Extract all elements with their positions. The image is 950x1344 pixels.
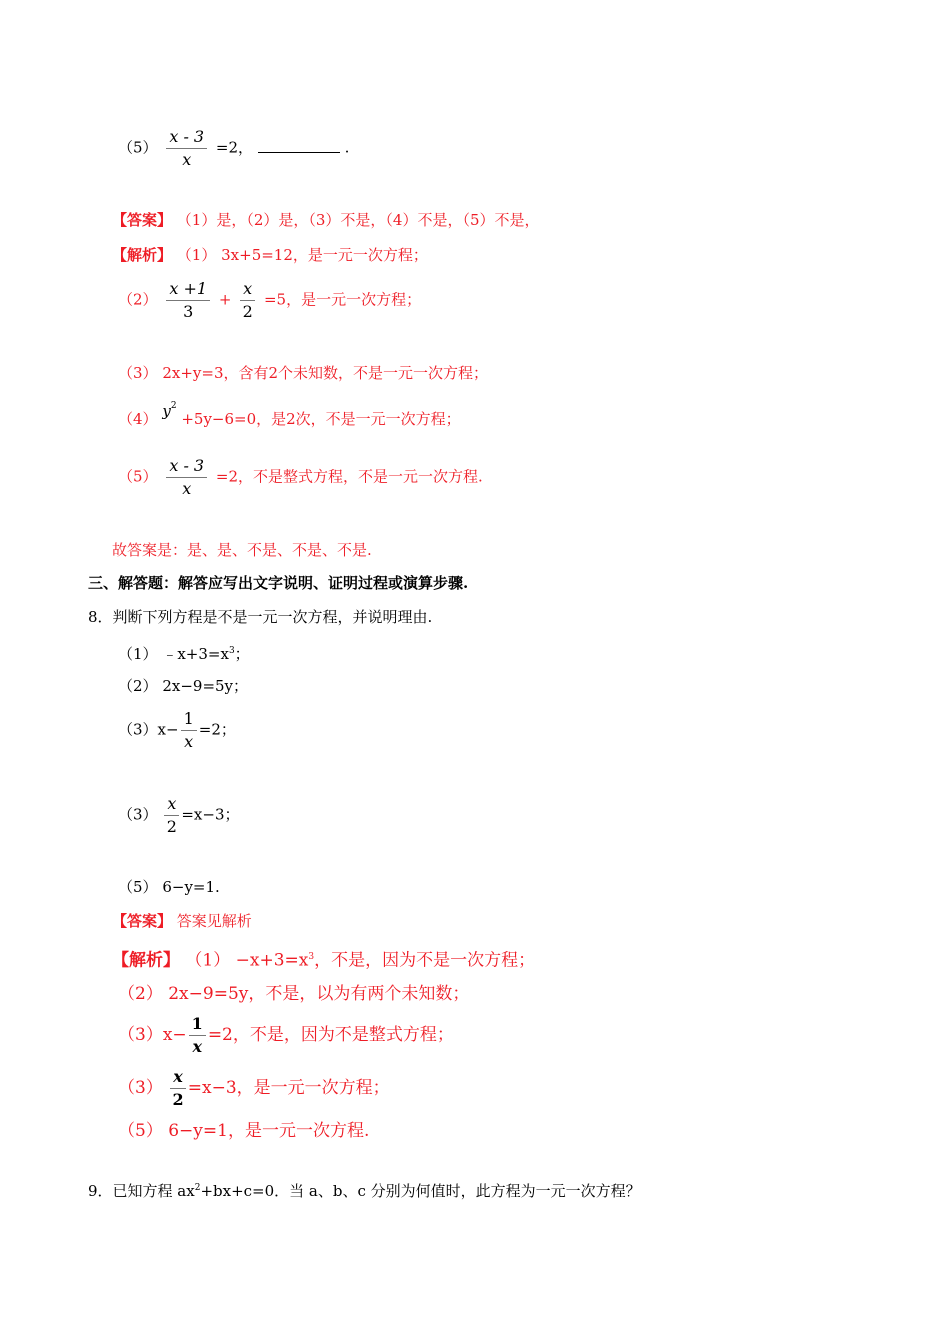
equation-rhs: =2，: [215, 138, 254, 157]
equation: ﹣x+3=x: [162, 645, 229, 663]
analysis-expr: 3x+5=12，是一元一次方程；: [221, 246, 428, 264]
fraction: [189, 1015, 206, 1056]
q8-item-5: [118, 877, 220, 897]
denominator: x: [184, 732, 194, 751]
equation: 2x−9=5y；: [162, 677, 249, 695]
item-label: （2）: [118, 290, 158, 309]
fraction: [166, 280, 210, 321]
numerator: x - 3: [166, 457, 207, 478]
item-label: （3）: [118, 1025, 163, 1045]
equation-prefix: x−: [157, 720, 179, 739]
numerator: 1: [181, 710, 197, 731]
fraction: [170, 1068, 186, 1109]
q9-stem: [88, 1178, 641, 1201]
q8-solution-1: [112, 947, 535, 971]
q8-item-2: [118, 676, 248, 696]
numerator: x - 3: [166, 128, 207, 149]
item-label: （1）: [118, 645, 158, 663]
q7-answer: [112, 210, 540, 230]
fraction: [166, 457, 207, 498]
item-label: （1）: [185, 950, 231, 971]
q8-answer: [112, 911, 252, 931]
numerator: x: [170, 1068, 186, 1089]
item-label: （2）: [118, 677, 158, 695]
solution-text: ，不是，因为不是一次方程；: [314, 950, 536, 971]
denominator: 2: [172, 1090, 184, 1109]
question-text-b: +bx+c=0．当 a、b、c 分别为何值时，此方程为一元一次方程？: [200, 1182, 641, 1200]
numerator: x: [240, 280, 255, 301]
q7-analysis-5: [118, 457, 483, 498]
exponent: 3: [228, 646, 235, 656]
item-label: （3）: [118, 805, 158, 824]
analysis-expr: =2，不是整式方程，不是一元一次方程.: [215, 467, 483, 486]
fraction: [240, 280, 255, 321]
denominator: 2: [166, 817, 177, 836]
item-label: （4）: [118, 410, 158, 428]
item-label: （3）: [118, 720, 158, 739]
variable: y: [162, 402, 171, 420]
plus-sign: +: [218, 290, 232, 309]
section-heading: [88, 573, 468, 593]
q7-conclusion: [112, 540, 372, 560]
analysis-expr: +5y−6=0，是2次，不是一元一次方程；: [181, 410, 461, 428]
answer-tag: 【答案】: [112, 211, 173, 229]
question-text: 8．判断下列方程是不是一元一次方程，并说明理由.: [88, 608, 433, 626]
q7-analysis-4: [118, 401, 461, 432]
item-label: （5）: [118, 1121, 163, 1141]
fraction: [181, 710, 197, 751]
equation: =2；: [198, 720, 236, 739]
q7-item5: [118, 128, 349, 169]
numerator: 1: [189, 1015, 206, 1036]
q8-stem: [88, 607, 432, 627]
denominator: x: [182, 150, 192, 169]
fraction: [164, 795, 179, 836]
punct: ；: [234, 645, 250, 663]
solution-text: 6−y=1，是一元一次方程.: [168, 1121, 370, 1141]
item-label: （5）: [118, 878, 158, 896]
fraction: [166, 128, 207, 169]
item-label: （5）: [118, 467, 158, 486]
exponent: 3: [308, 952, 315, 962]
numerator: x: [164, 795, 179, 816]
q8-item-1: [118, 641, 250, 664]
solution-text: =2，不是，因为不是整式方程；: [207, 1025, 454, 1045]
question-text-a: 9．已知方程 ax: [88, 1182, 195, 1200]
item-label: （3）: [118, 1078, 163, 1098]
exponent: 2: [194, 1183, 201, 1193]
item-label: （5）: [118, 138, 158, 157]
item-label: （1）: [176, 246, 217, 264]
denominator: x: [182, 479, 192, 498]
analysis-expr: 2x+y=3，含有2个未知数，不是一元一次方程；: [162, 364, 489, 382]
exponent: 2: [170, 401, 177, 411]
q7-analysis-3: [118, 363, 488, 383]
analysis-tag: 【解析】: [112, 246, 173, 264]
item-label: （2）: [118, 984, 163, 1004]
q8-item-3: [118, 710, 236, 751]
q8-item-4: [118, 795, 240, 836]
analysis-expr: =5，是一元一次方程；: [263, 290, 422, 309]
q7-analysis-1: [112, 245, 428, 265]
q8-solution-5: [118, 1121, 369, 1141]
answer-blank: [258, 138, 340, 153]
numerator: x +1: [166, 280, 210, 301]
conclusion-text: 故答案是：是、是、不是、不是、不是.: [112, 541, 372, 559]
denominator: 2: [242, 302, 253, 321]
denominator: x: [192, 1037, 203, 1056]
equation: =x−3；: [181, 805, 240, 824]
answer-text: 答案见解析: [176, 912, 252, 930]
answer-tag: 【答案】: [112, 912, 173, 930]
q8-solution-3: [118, 1015, 454, 1056]
denominator: 3: [183, 302, 194, 321]
period: .: [344, 138, 350, 157]
q8-solution-2: [118, 984, 469, 1004]
q7-analysis-2: [118, 280, 421, 321]
solution-text: =x−3，是一元一次方程；: [187, 1078, 390, 1098]
equation: −x+3=x: [235, 950, 309, 971]
solution-text: 2x−9=5y，不是，以为有两个未知数；: [168, 984, 470, 1004]
item-label: （3）: [118, 364, 158, 382]
q8-solution-4: [118, 1068, 390, 1109]
section-title: 三、解答题：解答应写出文字说明、证明过程或演算步骤.: [88, 574, 469, 592]
equation-prefix: x−: [162, 1025, 187, 1045]
analysis-tag: 【解析】: [112, 950, 180, 971]
answer-text: （1）是，（2）是，（3）不是，（4）不是，（5）不是，: [176, 211, 540, 229]
equation: 6−y=1.: [162, 878, 220, 896]
